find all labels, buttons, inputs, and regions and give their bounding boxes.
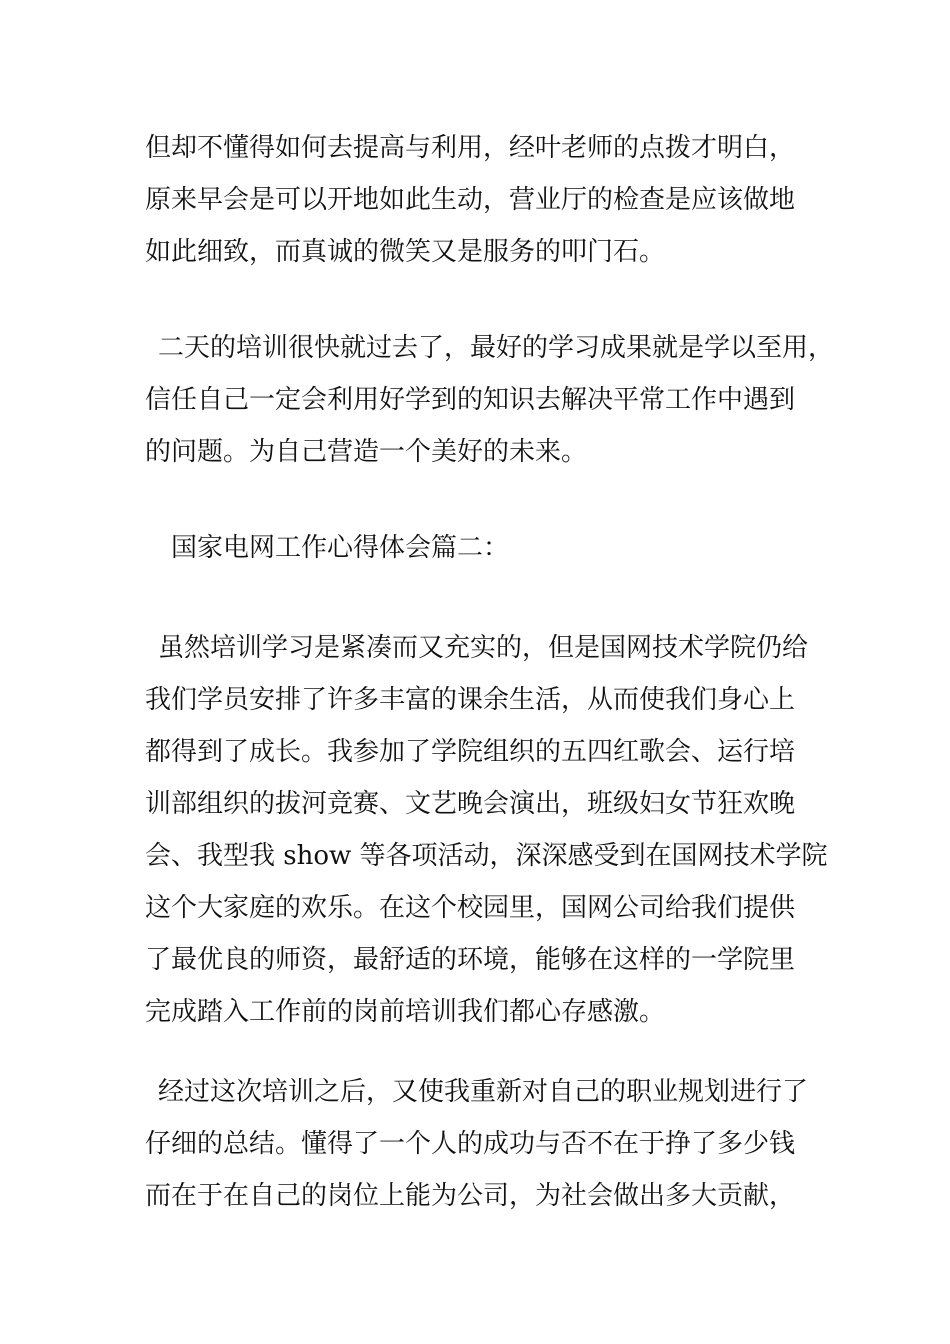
heading-line: 国家电网工作心得体会篇二： xyxy=(171,533,510,563)
text-line: 二天的培训很快就过去了，最好的学习成果就是学以至用， xyxy=(158,333,835,363)
text-line: 经过这次培训之后，又使我重新对自己的职业规划进行了 xyxy=(158,1077,809,1107)
text-line: 都得到了成长。我参加了学院组织的五四红歌会、运行培 xyxy=(145,737,796,767)
text-line: 原来早会是可以开地如此生动，营业厅的检查是应该做地 xyxy=(145,185,796,215)
text-line: 完成踏入工作前的岗前培训我们都心存感激。 xyxy=(145,997,666,1027)
paragraph-1 xyxy=(145,122,825,278)
paragraph-4 xyxy=(145,1066,825,1222)
text-line: 而在于在自己的岗位上能为公司，为社会做出多大贡献， xyxy=(145,1181,796,1211)
paragraph-2 xyxy=(145,322,835,478)
text-line: 信任自己一定会利用好学到的知识去解决平常工作中遇到 xyxy=(145,385,796,415)
text-line: 的问题。为自己营造一个美好的未来。 xyxy=(145,437,588,467)
text-line: 会、我型我 show 等各项活动，深深感受到在国网技术学院 xyxy=(145,841,828,871)
text-line: 训部组织的拔河竞赛、文艺晚会演出，班级妇女节狂欢晚 xyxy=(145,789,796,819)
text-line: 仔细的总结。懂得了一个人的成功与否不在于挣了多少钱 xyxy=(145,1129,796,1159)
text-line: 了最优良的师资，最舒适的环境，能够在这样的一学院里 xyxy=(145,945,796,975)
text-line: 这个大家庭的欢乐。在这个校园里，国网公司给我们提供 xyxy=(145,893,796,923)
paragraph-3 xyxy=(145,622,828,1038)
text-line: 我们学员安排了许多丰富的课余生活，从而使我们身心上 xyxy=(145,685,796,715)
text-line: 虽然培训学习是紧凑而又充实的，但是国网技术学院仍给 xyxy=(158,633,809,663)
section-heading xyxy=(145,522,825,574)
text-line: 如此细致，而真诚的微笑又是服务的叩门石。 xyxy=(145,237,666,267)
text-line: 但却不懂得如何去提高与利用，经叶老师的点拨才明白， xyxy=(145,133,796,163)
